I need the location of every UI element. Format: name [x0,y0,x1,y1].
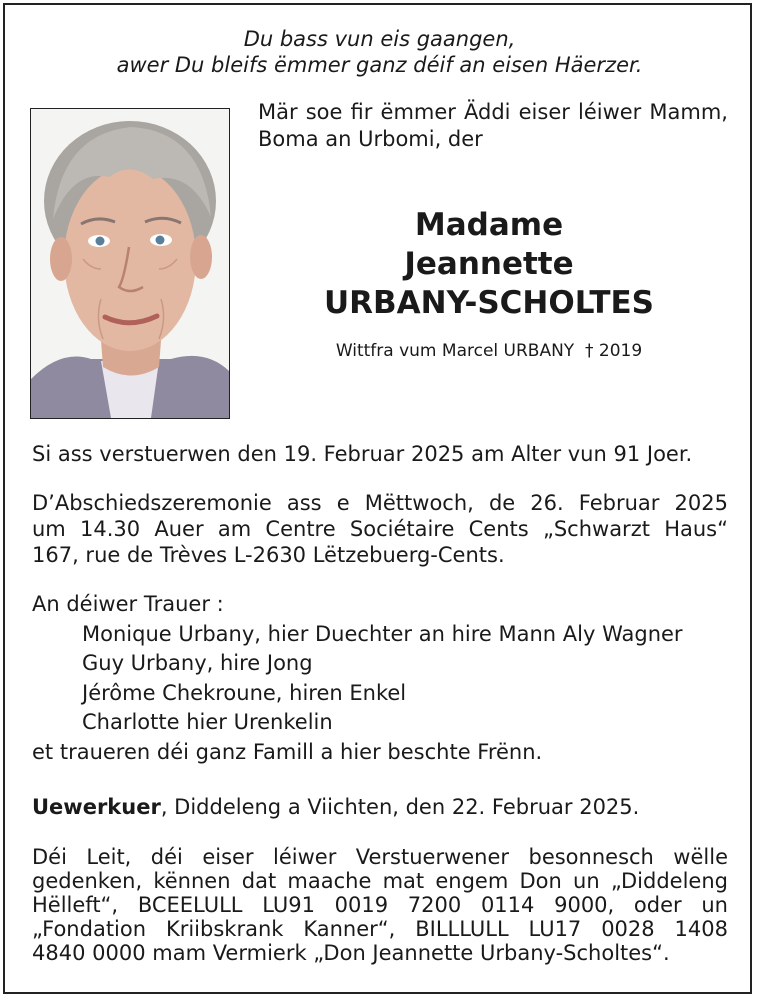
place-date-rest: , Diddeleng a Viichten, den 22. Februar 2025. [160,795,640,819]
death-notice: Si ass verstuerwen den 19. Februar 2025 am Alter vun 91 Joer. [32,442,693,466]
mourners-closing: et traueren déi ganz Famill a hier beschte Frënn. [32,739,543,764]
deceased-first-name: Jeannette [404,246,574,282]
ceremony-line-3: 167, rue de Trèves L-2630 Lëtzebuerg-Cents. [32,543,505,567]
ceremony-line-2: um 14.30 Auer am Centre Sociétaire Cents „Schwarzt Haus“ [32,517,728,541]
place-bold: Uewerkuer [32,795,161,819]
deceased-name-block [258,206,720,323]
verse [0,26,759,78]
place-date [32,794,728,820]
widow-text: Wittfra vum Marcel URBANY [335,341,575,361]
donation-info [32,845,728,965]
donation-line-5: 4840 0000 mam Vermierk „Don Jeannette Urbany-Scholtes“. [32,941,670,965]
mourners-section [32,590,728,767]
ceremony-line-1: D’Abschiedszeremonie ass e Mëttwoch, de 26. Februar 2025 [32,491,728,515]
cross-icon: † [585,341,594,361]
mourner-2: Guy Urbany, hire Jong [82,651,313,675]
donation-line-4: „Fondation Kriibskrank Kanner“, BILLLULL LU17 0028 1408 [32,917,728,941]
mourners-heading: An déiwer Trauer : [32,592,224,616]
widow-year: 2019 [598,341,643,361]
intro-text: Mär soe fir ëmmer Äddi eiser léiwer Mamm, Boma an Urbomi, der [258,100,728,151]
donation-line-2: gedenken, kënnen dat maache mat engem Don un „Diddeleng [32,869,728,893]
portrait-photo [30,108,230,419]
portrait-photo-icon [31,109,229,418]
verse-line-1: Du bass vun eis gaangen, [243,27,516,51]
deceased-title: Madame [414,207,564,243]
mourner-3: Jérôme Chekroune, hiren Enkel [82,680,407,705]
mourner-1: Monique Urbany, hier Duechter an hire Mann Aly Wagner [82,621,683,646]
verse-line-2: awer Du bleifs ëmmer ganz déif an eisen Häerzer. [116,53,643,77]
mourner-4: Charlotte hier Urenkelin [82,710,333,734]
donation-line-3: Hëlleft“, BCEELULL LU91 0019 7200 0114 9000, oder un [32,893,728,917]
ceremony-info [32,490,728,568]
donation-line-1: Déi Leit, déi eiser léiwer Verstuerwener besonnesch wëlle [32,845,728,869]
deceased-last-name: URBANY-SCHOLTES [323,285,654,321]
widow-line [258,339,720,363]
